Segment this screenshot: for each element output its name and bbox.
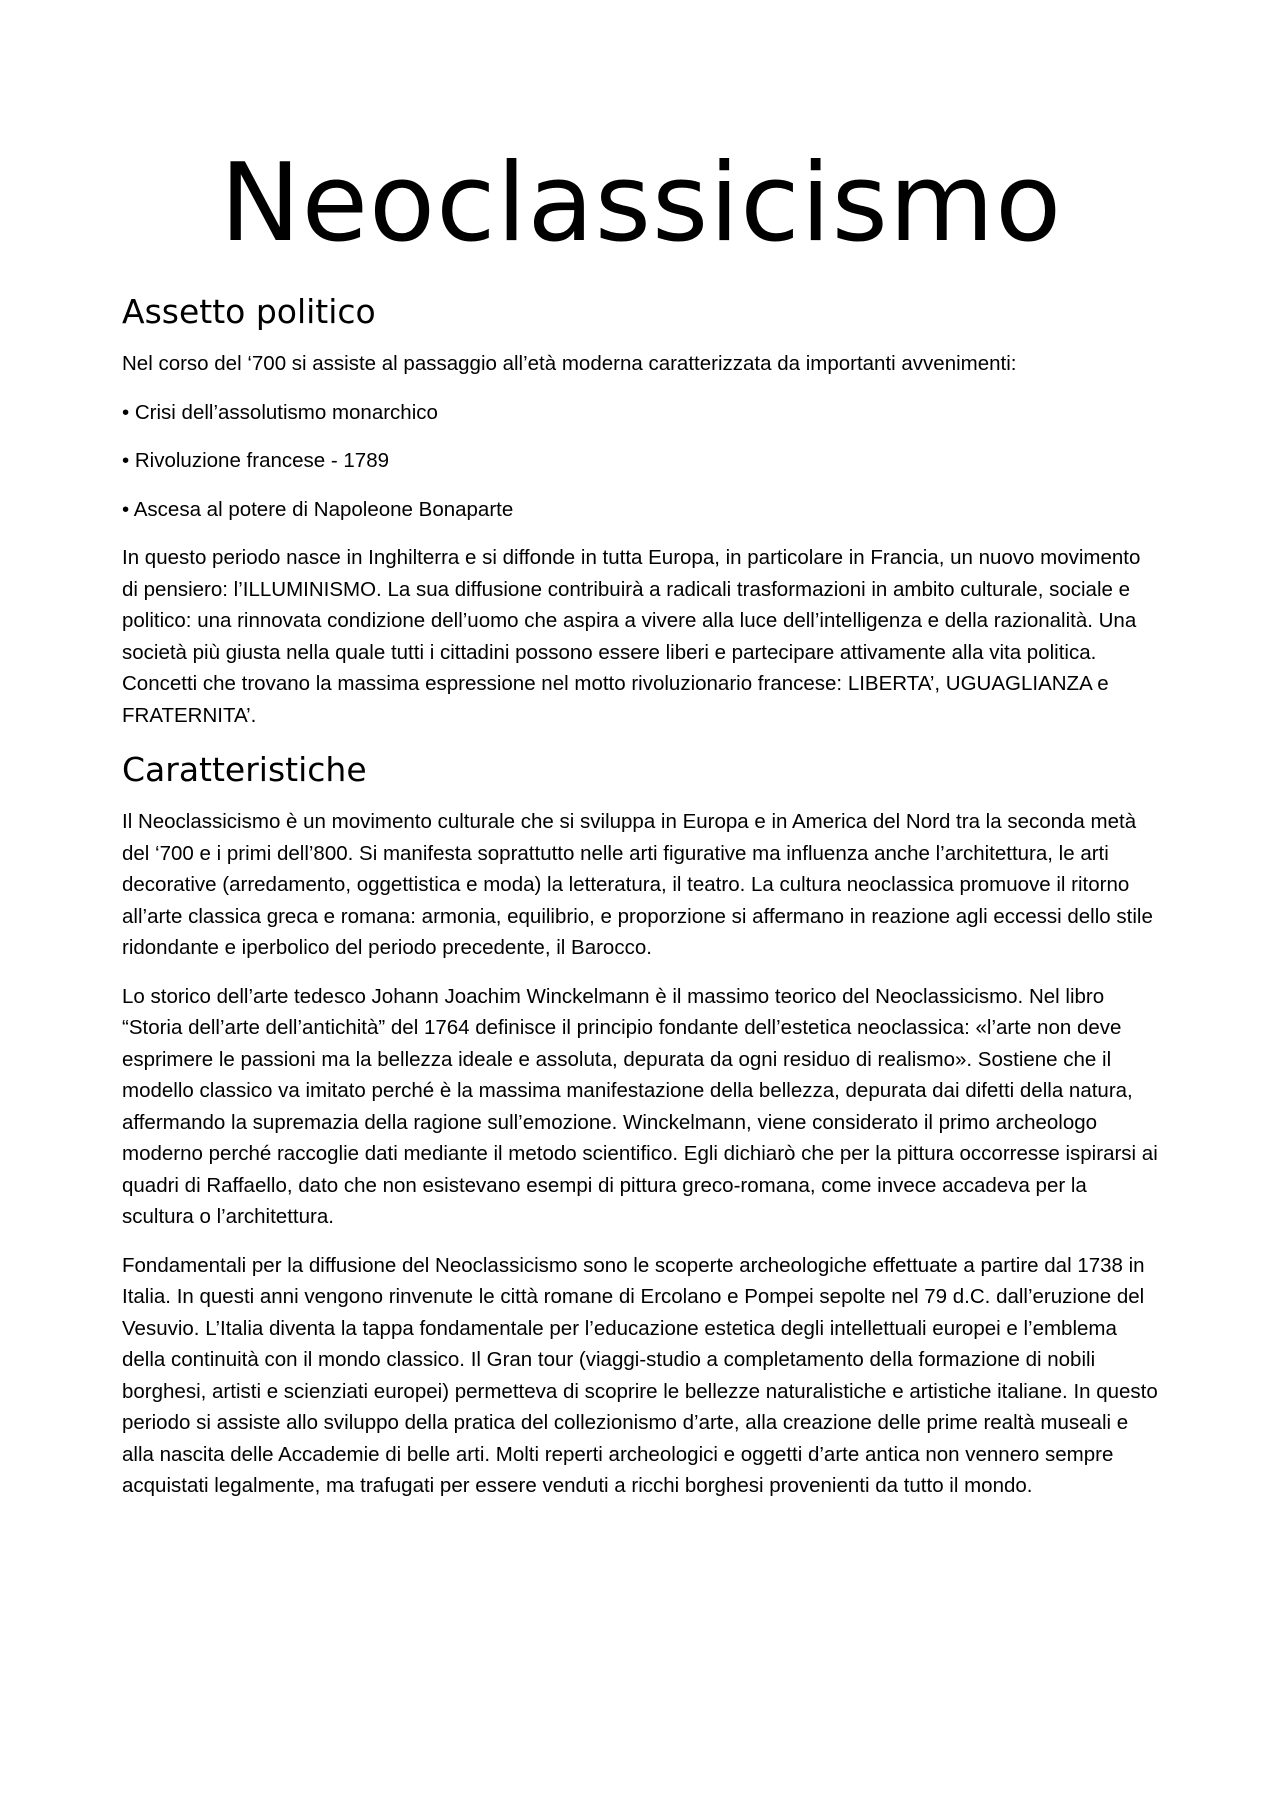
body-paragraph: In questo periodo nasce in Inghilterra e si diffonde in tutta Europa, in particolare in Francia, un nuovo movimento di pensiero: l’ILLUMINISMO. La sua diffusione contribuirà a radicali trasformazioni in ambito culturale, sociale e politico: una rinnovata condizione dell’uomo che aspira a vivere alla luce dell’intelligenza e della razionalità. Una società più giusta nella quale tutti i cittadini possono essere liberi e partecipare attivamente alla vita politica. Concetti che trovano la massima espressione nel motto rivoluzionario francese: LIBERTA’, UGUAGLIANZA e FRATERNITA’. — [122, 546, 1141, 727]
body-paragraph: Fondamentali per la diffusione del Neoclassicismo sono le scoperte archeologiche effettuate a partire dal 1738 in Italia. In questi anni vengono rinvenute le città romane di Ercolano e Pompei sepolte nel 79 d.C. dall’eruzione del Vesuvio. L’Italia diventa la tappa fondamentale per l’educazione estetica degli intellettuali europei e l’emblema della continuità con il mondo classico. Il Gran tour (viaggi-studio a completamento della formazione di nobili borghesi, artisti e scienziati europei) permetteva di scoprire le bellezze naturalistiche e artistiche italiane. In questo periodo si assiste allo sviluppo della pratica del collezionismo d’arte, alla creazione delle prime realtà museali e alla nascita delle Accademie di belle arti. Molti reperti archeologici e oggetti d’arte antica non vennero sempre acquistati legalmente, ma trafugati per essere venduti a ricchi borghesi provenienti da tutto il mondo. — [122, 1253, 1158, 1497]
intro-paragraph: Nel corso del ‘700 si assiste al passaggio all’età moderna caratterizzata da importanti avvenimenti: — [122, 352, 1017, 375]
section-caratteristiche — [122, 748, 1160, 1502]
list-item: • Crisi dell’assolutismo monarchico — [122, 400, 438, 424]
body-paragraph: Lo storico dell’arte tedesco Johann Joachim Winckelmann è il massimo teorico del Neoclassicismo. Nel libro “Storia dell’arte dell’antichità” del 1764 definisce il principio fondante dell’estetica neoclassica: «l’arte non deve esprimere le passioni ma la bellezza ideale e assoluta, depurata da ogni residuo di realismo». Sostiene che il modello classico va imitato perché è la massima manifestazione della bellezza, depurata dai difetti della natura, affermando la supremazia della ragione sull’emozione. Winckelmann, viene considerato il primo archeologo moderno perché raccoglie dati mediante il metodo scientifico. Egli dichiarò che per la pittura occorresse ispirarsi ai quadri di Raffaello, dato che non esistevano esempi di pittura greco-romana, come invece accadeva per la scultura o l’architettura. — [122, 984, 1158, 1228]
body-paragraph: Il Neoclassicismo è un movimento culturale che si sviluppa in Europa e in America del Nord tra la seconda metà del ‘700 e i primi dell’800. Si manifesta soprattutto nelle arti figurative ma influenza anche l’architettura, le arti decorative (arredamento, oggettistica e moda) la letteratura, il teatro. La cultura neoclassica promuove il ritorno all’arte classica greca e romana: armonia, equilibrio, e proporzione si affermano in reazione agli eccessi dello stile ridondante e iperbolico del periodo precedente, il Barocco. — [122, 810, 1153, 959]
section-heading: Caratteristiche — [122, 750, 367, 789]
list-item: • Ascesa al potere di Napoleone Bonaparte — [122, 497, 514, 521]
events-list — [122, 397, 1160, 526]
document-title: Neoclassicismo — [219, 141, 1063, 266]
section-assetto-politico — [122, 290, 1160, 731]
section-heading: Assetto politico — [122, 292, 376, 331]
list-item: • Rivoluzione francese - 1789 — [122, 449, 389, 472]
